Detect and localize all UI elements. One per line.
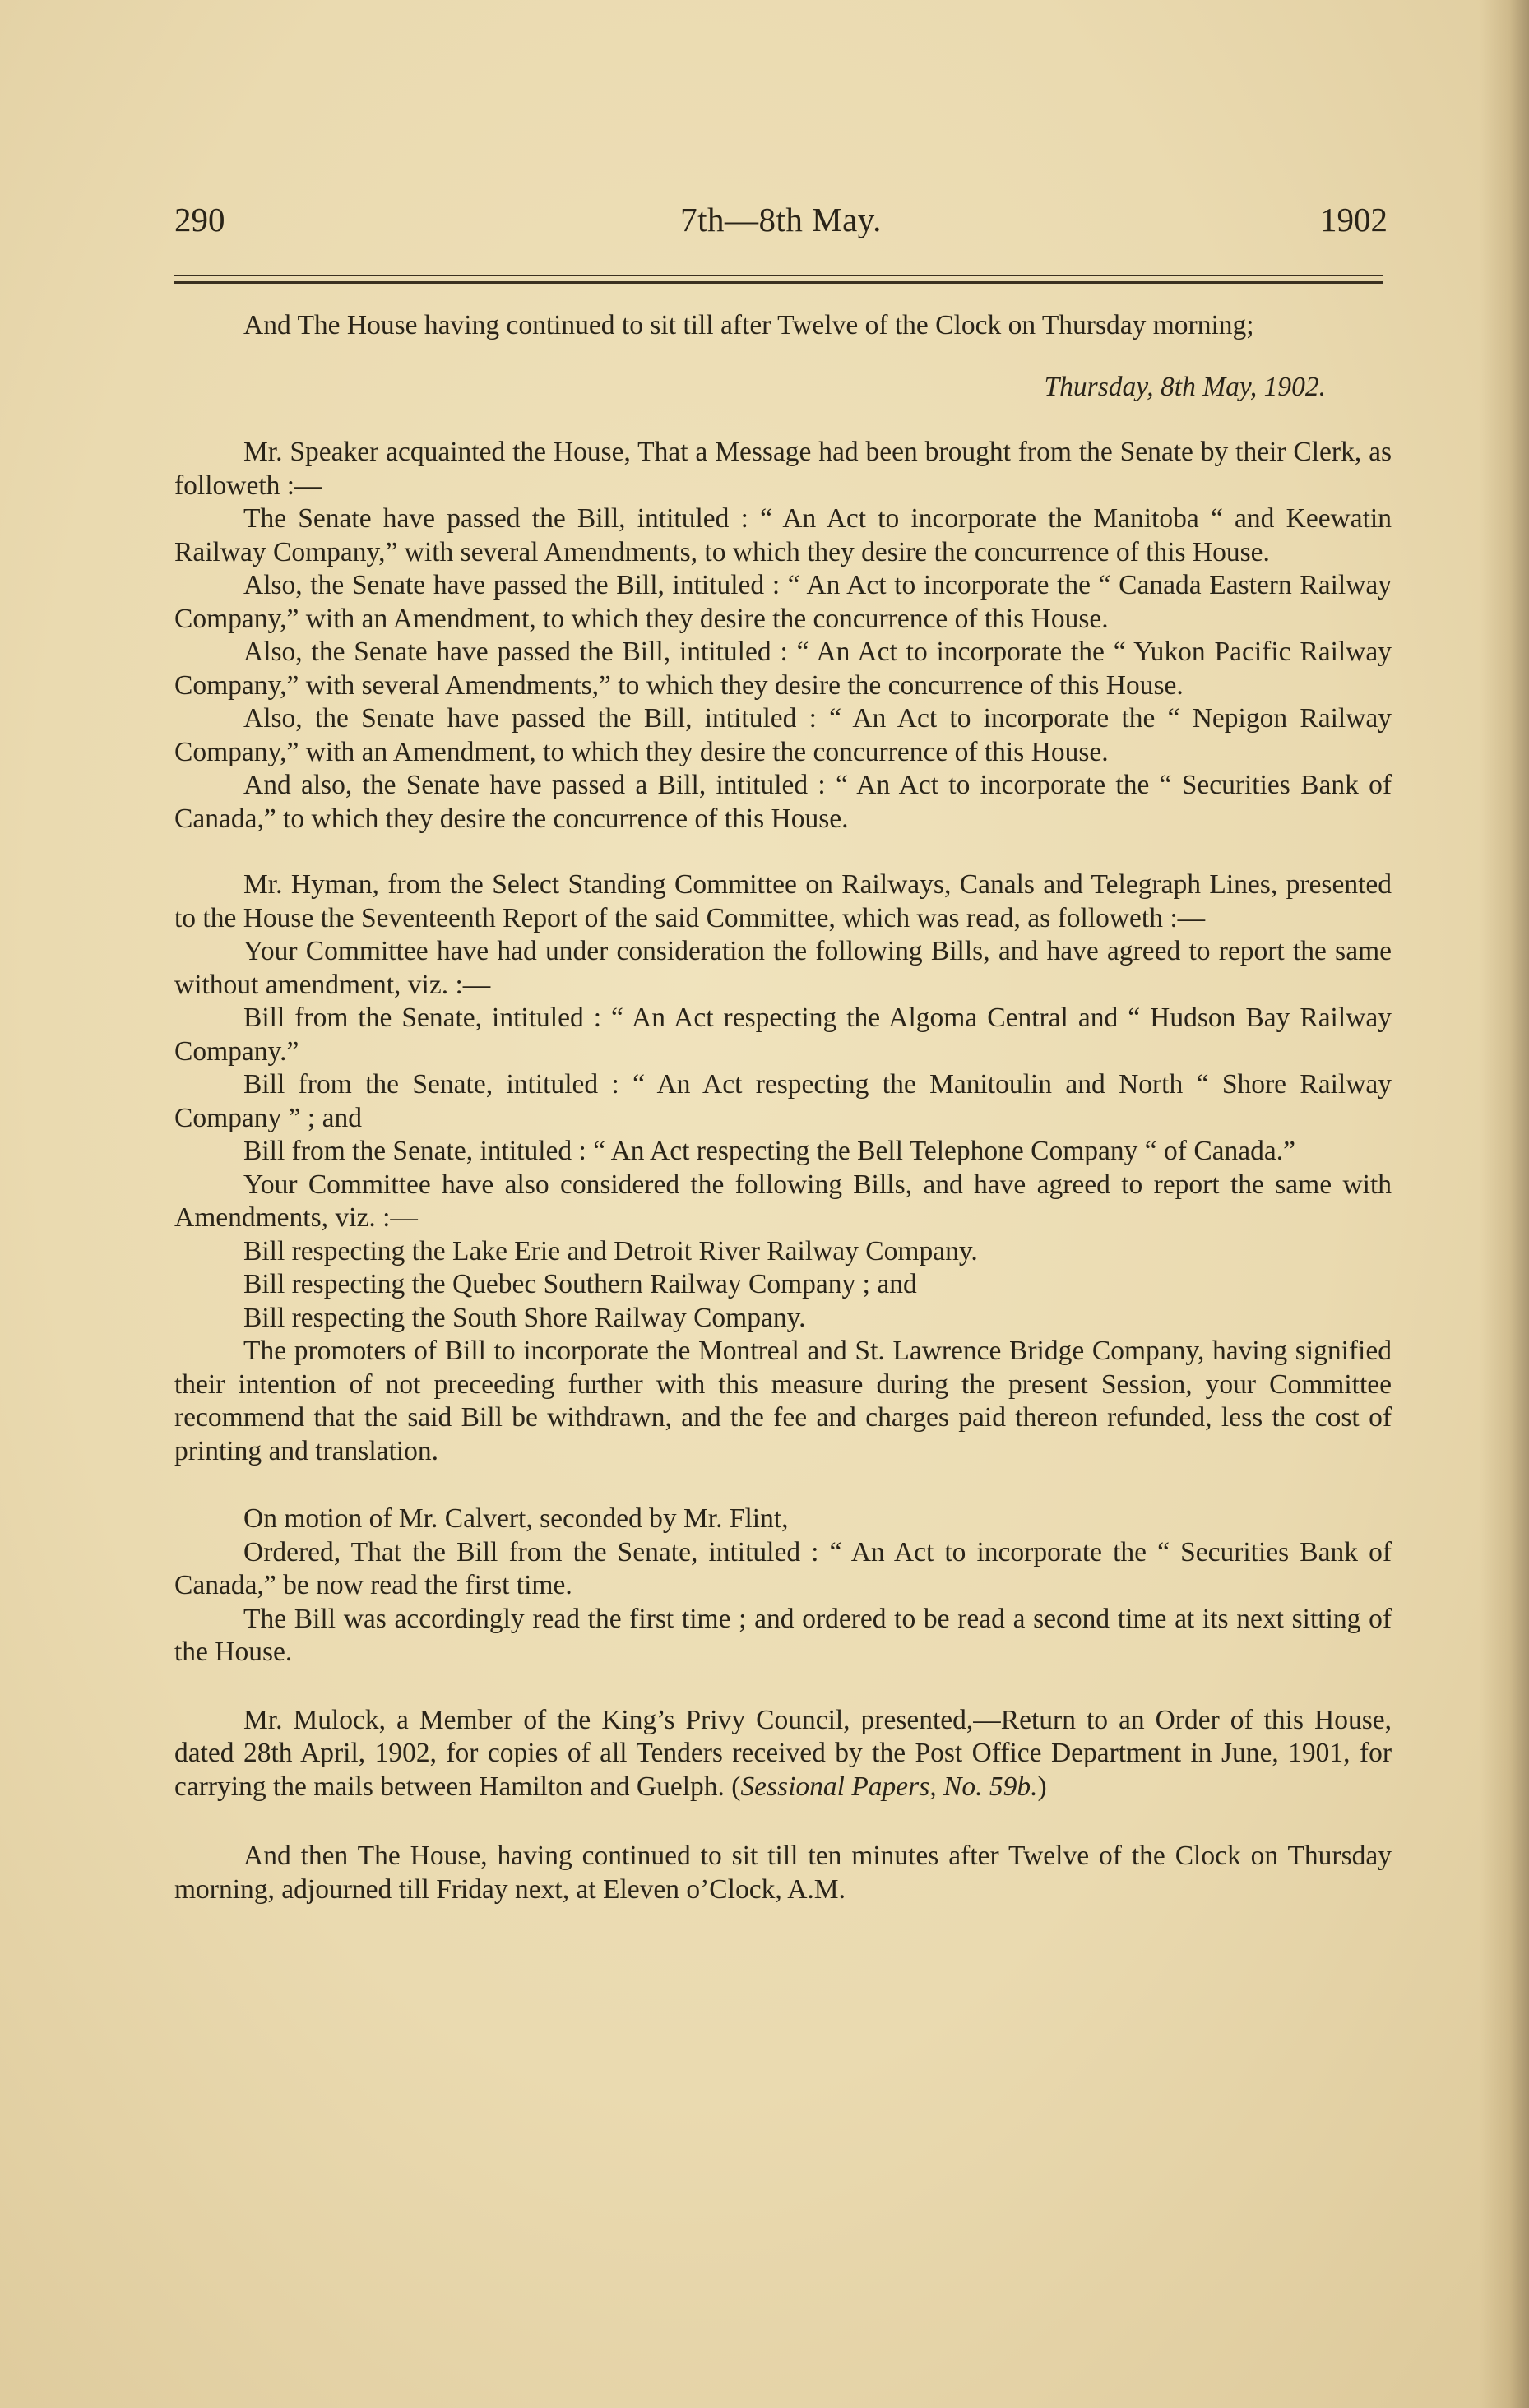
header-rule-thin xyxy=(174,275,1383,276)
paragraph: Bill respecting the Lake Erie and Detroit River Railway Company. xyxy=(243,1235,978,1267)
paragraph: Your Committee have had under consideration the following Bills, and have agreed to report the same without amendment, viz. :— xyxy=(174,936,1392,1000)
paragraph: Also, the Senate have passed the Bill, intituled : “ An Act to incorporate the “ Canada Eastern Railway Company,” with an Amendment, to which they desire the concurrence of this House. xyxy=(174,570,1392,634)
running-header xyxy=(174,191,1388,248)
section-gap xyxy=(174,1804,1392,1840)
journal-text xyxy=(174,309,1392,1906)
paragraph: Also, the Senate have passed the Bill, intituled : “ An Act to incorporate the “ Yukon Pacific Railway Company,” with several Amendments,” to which they desire the concurrence of this House. xyxy=(174,637,1392,701)
header-rule-thick xyxy=(174,281,1383,284)
paragraph: Ordered, That the Bill from the Senate, intituled : “ An Act to incorporate the “ Securities Bank of Canada,” be now read the first time. xyxy=(174,1536,1392,1600)
header-date: 7th—8th May. xyxy=(680,201,882,238)
section-gap xyxy=(174,1468,1392,1503)
paragraph: Bill respecting the Quebec Southern Railway Company ; and xyxy=(243,1269,917,1299)
paragraph: And then The House, having continued to sit till ten minutes after Twelve of the Clock on Thursday morning, adjourned till Friday next, at Eleven o’Clock, A.M. xyxy=(174,1841,1392,1905)
paragraph-text: ) xyxy=(1037,1771,1047,1802)
paragraph: Bill from the Senate, intituled : “ An Act respecting the Bell Telephone Company “ of Canada.” xyxy=(243,1136,1296,1166)
section-gap xyxy=(174,1669,1392,1704)
paragraph: And also, the Senate have passed a Bill, intituled : “ An Act to incorporate the “ Securities Bank of Canada,” to which they desire the concurrence of this House. xyxy=(174,770,1392,834)
paragraph: Bill from the Senate, intituled : “ An Act respecting the Manitoulin and North “ Shore Railway Company ” ; and xyxy=(174,1069,1392,1133)
paragraph: Bill respecting the South Shore Railway Company. xyxy=(243,1302,806,1333)
paragraph-text: Mr. Mulock, a Member of the King’s Privy Council, presented,—Return to an Order of this House, dated 28th April, 1902, for copies of all Tenders received by the Post Office Department in June, 1901, for carrying the mails between Hamilton and Guelph. ( xyxy=(174,1704,1392,1802)
paragraph: And The House having continued to sit till after Twelve of the Clock on Thursday morning; xyxy=(243,310,1254,340)
page-number: 290 xyxy=(174,201,225,238)
paragraph: Mr. Hyman, from the Select Standing Committee on Railways, Canals and Telegraph Lines, presented to the House the Seventeenth Report of the said Committee, which was read, as followeth :— xyxy=(174,869,1392,933)
paragraph: On motion of Mr. Calvert, seconded by Mr. Flint, xyxy=(243,1503,789,1534)
paragraph: The promoters of Bill to incorporate the Montreal and St. Lawrence Bridge Company, having signified their intention of not preceeding further with this measure during the present Session, your Committee recommend that the said Bill be withdrawn, and the fee and charges paid thereon refunded, less the cost of printing and translation. xyxy=(174,1336,1392,1466)
sessional-paper-reference: Sessional Papers, No. 59b. xyxy=(740,1771,1038,1802)
paragraph: The Senate have passed the Bill, intituled : “ An Act to incorporate the Manitoba “ and Keewatin Railway Company,” with several Amendments, to which they desire the concurrence of this House. xyxy=(174,503,1392,567)
page-spine-shadow xyxy=(1480,0,1529,2408)
sitting-dateline: Thursday, 8th May, 1902. xyxy=(1044,371,1326,402)
section-gap xyxy=(174,836,1392,868)
paragraph: Mr. Speaker acquainted the House, That a Message had been brought from the Senate by their Clerk, as followeth :— xyxy=(174,437,1392,501)
paragraph xyxy=(174,1704,1392,1804)
paragraph: Also, the Senate have passed the Bill, intituled : “ An Act to incorporate the “ Nepigon Railway Company,” with an Amendment, to which they desire the concurrence of this House. xyxy=(174,703,1392,767)
header-year: 1902 xyxy=(1320,201,1388,238)
paragraph: Bill from the Senate, intituled : “ An Act respecting the Algoma Central and “ Hudson Bay Railway Company.” xyxy=(174,1003,1392,1067)
paragraph: Your Committee have also considered the following Bills, and have agreed to report the same with Amendments, viz. :— xyxy=(174,1169,1392,1233)
paragraph: The Bill was accordingly read the first time ; and ordered to be read a second time at its next sitting of the House. xyxy=(174,1603,1392,1667)
